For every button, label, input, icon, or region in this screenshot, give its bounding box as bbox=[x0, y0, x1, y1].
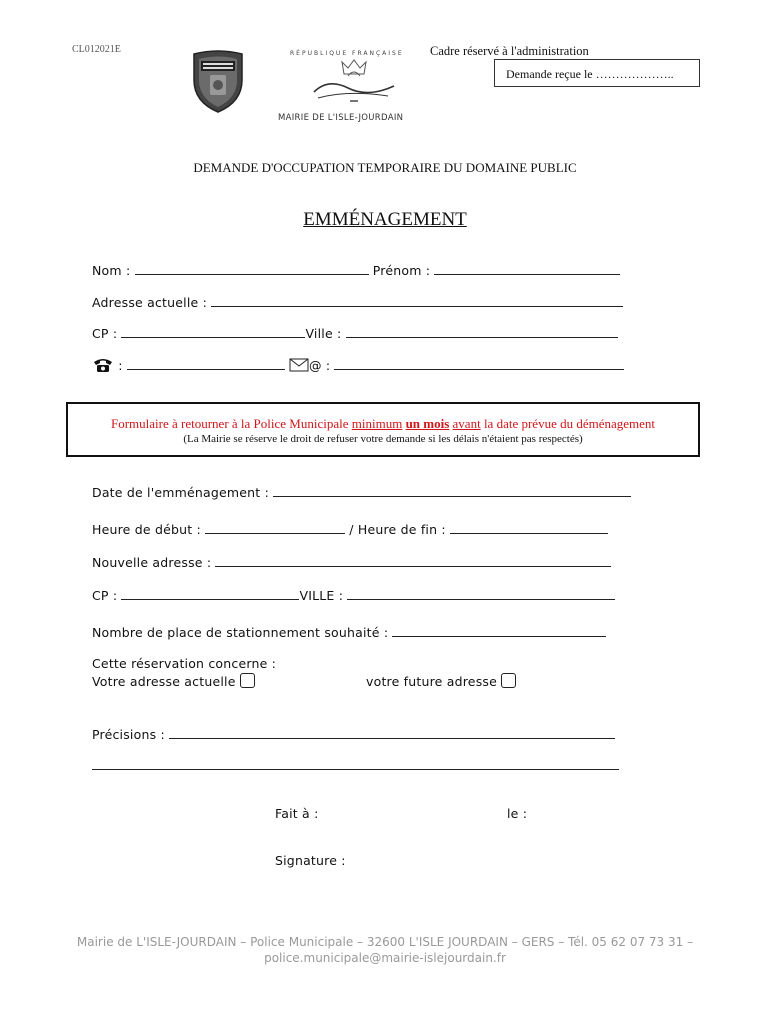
admin-received-date: Demande reçue le ……………….. bbox=[506, 67, 674, 81]
mairie-label: MAIRIE DE L'ISLE-JOURDAIN bbox=[278, 113, 404, 123]
phone-line[interactable] bbox=[127, 360, 285, 370]
notice-avant: avant bbox=[452, 416, 481, 431]
option-adresse-actuelle-label: Votre adresse actuelle bbox=[92, 674, 236, 689]
police-badge-icon bbox=[190, 50, 246, 114]
stationnement-field[interactable] bbox=[92, 625, 606, 640]
signature-label: Signature : bbox=[275, 853, 346, 868]
email-separator: : bbox=[325, 358, 331, 373]
date-label: Date de l'emménagement : bbox=[92, 485, 269, 500]
mairie-logo-icon bbox=[308, 58, 400, 104]
heure-fin-label: / Heure de fin : bbox=[349, 522, 446, 537]
new-cp-line[interactable] bbox=[121, 590, 299, 600]
option-future-adresse[interactable] bbox=[366, 673, 516, 689]
cp-ville-field[interactable] bbox=[92, 326, 618, 341]
heure-debut-line[interactable] bbox=[205, 524, 345, 534]
footer-email: police.municipale@mairie-islejourdain.fr bbox=[264, 951, 506, 965]
notice-text-end: la date prévue du déménagement bbox=[480, 416, 656, 431]
notice-disclaimer: (La Mairie se réserve le droit de refuser votre demande si les délais n'étaient pas respectés) bbox=[183, 433, 583, 445]
le-label: le : bbox=[507, 806, 528, 821]
footer-address: Mairie de L'ISLE-JOURDAIN – Police Municipale – 32600 L'ISLE JOURDAIN – GERS – Tél. 05 62 07 73 31 – bbox=[76, 935, 694, 949]
nom-field[interactable] bbox=[92, 263, 620, 278]
future-adresse-checkbox[interactable] bbox=[501, 673, 516, 688]
email-line[interactable] bbox=[334, 360, 624, 370]
adresse-actuelle-field[interactable] bbox=[92, 295, 623, 310]
envelope-icon bbox=[289, 358, 309, 372]
adresse-actuelle-checkbox[interactable] bbox=[240, 673, 255, 688]
prenom-line[interactable] bbox=[434, 265, 620, 275]
date-emmenagement-field[interactable] bbox=[92, 485, 631, 500]
notice-un-mois: un mois bbox=[405, 416, 450, 431]
footer bbox=[0, 934, 770, 966]
option-future-adresse-label: votre future adresse bbox=[366, 674, 498, 689]
notice-main-text bbox=[68, 416, 698, 432]
stationnement-label: Nombre de place de stationnement souhaité : bbox=[92, 625, 389, 640]
cp-line[interactable] bbox=[121, 328, 305, 338]
adresse-actuelle-line[interactable] bbox=[211, 297, 623, 307]
precisions-field[interactable] bbox=[92, 727, 615, 742]
fait-a-label: Fait à : bbox=[275, 806, 319, 821]
prenom-label: Prénom : bbox=[372, 263, 431, 278]
reservation-concerne-label: Cette réservation concerne : bbox=[92, 656, 277, 671]
precisions-line-1[interactable] bbox=[169, 729, 615, 739]
new-ville-label: VILLE : bbox=[299, 588, 344, 603]
document-reference: CL012021E bbox=[72, 44, 121, 55]
page-title: DEMANDE D'OCCUPATION TEMPORAIRE DU DOMAINE PUBLIC bbox=[193, 160, 577, 175]
telephone-icon bbox=[92, 357, 114, 373]
heure-debut-label: Heure de début : bbox=[92, 522, 201, 537]
precisions-label: Précisions : bbox=[92, 727, 165, 742]
contact-field[interactable] bbox=[92, 357, 624, 373]
republique-francaise-label: RÉPUBLIQUE FRANÇAISE bbox=[290, 50, 404, 57]
email-at: @ bbox=[308, 358, 322, 373]
page-subtitle bbox=[0, 209, 770, 231]
nouvelle-adresse-label: Nouvelle adresse : bbox=[92, 555, 212, 570]
subtitle-text: EMMÉNAGEMENT bbox=[303, 209, 467, 230]
ville-line[interactable] bbox=[346, 328, 618, 338]
admin-caption: Cadre réservé à l'administration bbox=[430, 44, 589, 58]
new-ville-line[interactable] bbox=[347, 590, 615, 600]
nom-label: Nom : bbox=[92, 263, 131, 278]
notice-box bbox=[66, 402, 700, 457]
stationnement-line[interactable] bbox=[392, 627, 606, 637]
option-adresse-actuelle[interactable] bbox=[92, 673, 255, 689]
heure-fin-line[interactable] bbox=[450, 524, 608, 534]
notice-text-start: Formulaire à retourner à la Police Municipale bbox=[110, 416, 352, 431]
heures-field[interactable] bbox=[92, 522, 608, 537]
date-line[interactable] bbox=[273, 487, 631, 497]
adresse-actuelle-label: Adresse actuelle : bbox=[92, 295, 207, 310]
phone-separator: : bbox=[118, 358, 123, 373]
notice-minimum: minimum bbox=[351, 416, 403, 431]
ville-label: Ville : bbox=[305, 326, 342, 341]
nouvelle-adresse-line[interactable] bbox=[215, 557, 611, 567]
cp-label: CP : bbox=[92, 326, 118, 341]
precisions-line-2[interactable] bbox=[92, 760, 619, 770]
nom-line[interactable] bbox=[135, 265, 369, 275]
nouvelle-adresse-field[interactable] bbox=[92, 555, 611, 570]
new-cp-ville-field[interactable] bbox=[92, 588, 615, 603]
new-cp-label: CP : bbox=[92, 588, 118, 603]
